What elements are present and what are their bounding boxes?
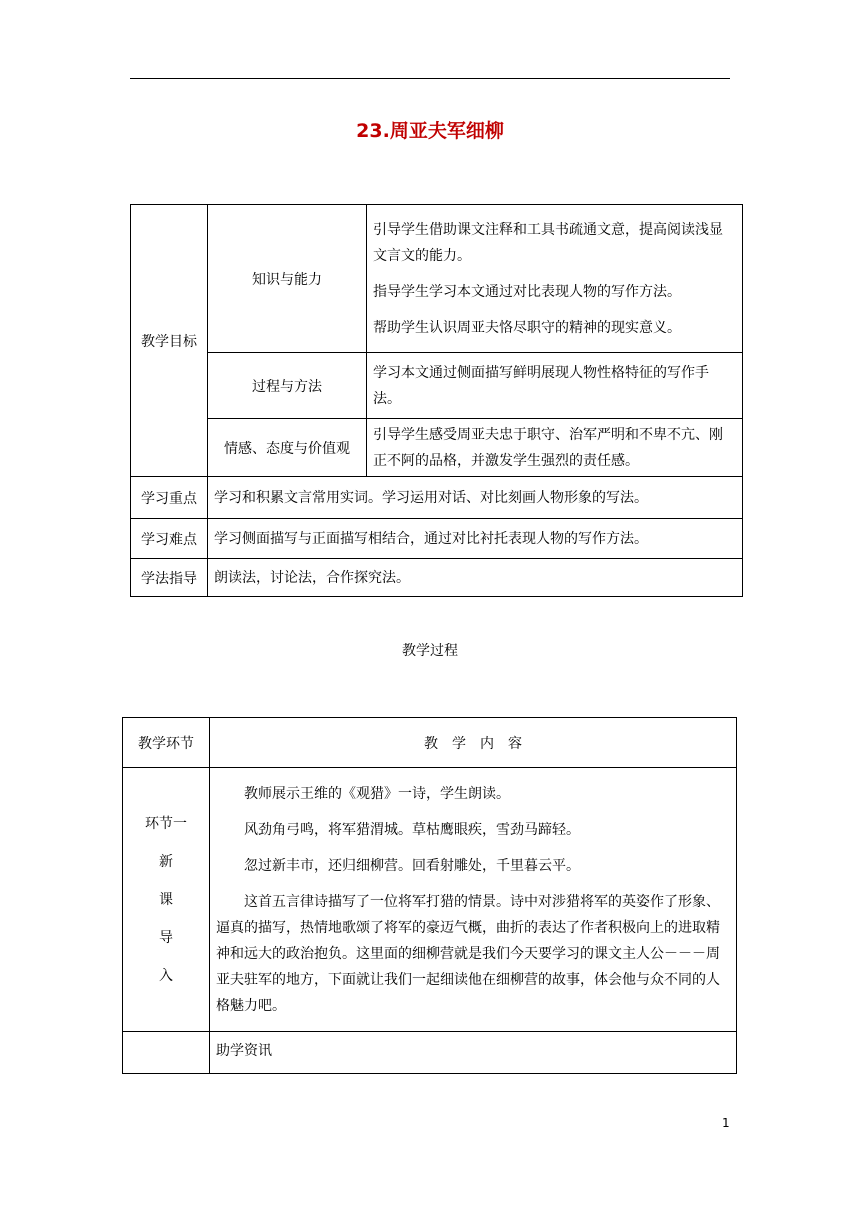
emotion-values-content (367, 419, 743, 477)
difficulties-text: 学习侧面描写与正面描写相结合，通过对比衬托表现人物的写作方法。 (208, 519, 743, 559)
empty-link-cell (123, 1032, 210, 1074)
key-points-label: 学习重点 (131, 477, 208, 519)
method-text: 朗读法，讨论法，合作探究法。 (208, 559, 743, 597)
knowledge-paragraph: 指导学生学习本文通过对比表现人物的写作方法。 (373, 283, 681, 300)
knowledge-paragraph: 引导学生借助课文注释和工具书疏通文意，提高阅读浅显文言文的能力。 (373, 221, 723, 264)
process-method-label: 过程与方法 (208, 353, 367, 419)
method-label: 学法指导 (131, 559, 208, 597)
knowledge-label: 知识与能力 (208, 205, 367, 353)
knowledge-content (367, 205, 743, 353)
objectives-table (130, 204, 743, 597)
link-one-cell (123, 768, 210, 1032)
process-heading: 教学过程 (402, 643, 458, 659)
link-one-char: 课 (159, 891, 173, 908)
knowledge-paragraph: 帮助学生认识周亚夫恪尽职守的精神的现实意义。 (373, 319, 681, 336)
key-points-text: 学习和积累文言常用实词。学习运用对话、对比刻画人物形象的写法。 (208, 477, 743, 519)
header-rule (130, 78, 730, 79)
content-column-header: 教 学 内 容 (210, 718, 737, 768)
document-title: 23.周亚夫军细柳 (356, 120, 504, 142)
process-method-paragraph: 学习本文通过侧面描写鲜明展现人物性格特征的写作手法。 (373, 364, 709, 407)
link-one-char: 导 (159, 929, 173, 946)
poem-line: 风劲角弓鸣，将军猎渭城。草枯鹰眼疾，雪劲马蹄轻。 (244, 821, 580, 838)
study-info-text: 助学资讯 (210, 1032, 737, 1074)
difficulties-label: 学习难点 (131, 519, 208, 559)
analysis-paragraph: 这首五言律诗描写了一位将军打猎的情景。诗中对涉猎将军的英姿作了形象、逼真的描写，热情地歌颂了将军的豪迈气概，曲折的表达了作者积极向上的进取精神和远大的政治抱负。这里面的细柳营就是我们今天要学习的课文主人公－－－周亚夫驻军的地方，下面就让我们一起细读他在细柳营的故事，体会他与众不同的人格魅力吧。 (216, 893, 720, 1014)
link-one-char: 新 (159, 853, 173, 870)
process-method-content (367, 353, 743, 419)
link-one-content (210, 768, 737, 1032)
page-number: 1 (722, 1116, 730, 1130)
link-column-header: 教学环节 (123, 718, 210, 768)
link-one-char: 入 (159, 967, 173, 984)
intro-paragraph: 教师展示王维的《观猎》一诗，学生朗读。 (244, 785, 510, 802)
emotion-values-label: 情感、态度与价值观 (208, 419, 367, 477)
poem-line: 忽过新丰市，还归细柳营。回看射雕处，千里暮云平。 (244, 857, 580, 874)
link-one-title: 环节一 (145, 815, 187, 832)
objectives-main-label: 教学目标 (131, 205, 208, 477)
emotion-values-paragraph: 引导学生感受周亚夫忠于职守、治军严明和不卑不亢、刚正不阿的品格，并激发学生强烈的责任感。 (373, 426, 723, 469)
process-table (122, 717, 737, 1074)
